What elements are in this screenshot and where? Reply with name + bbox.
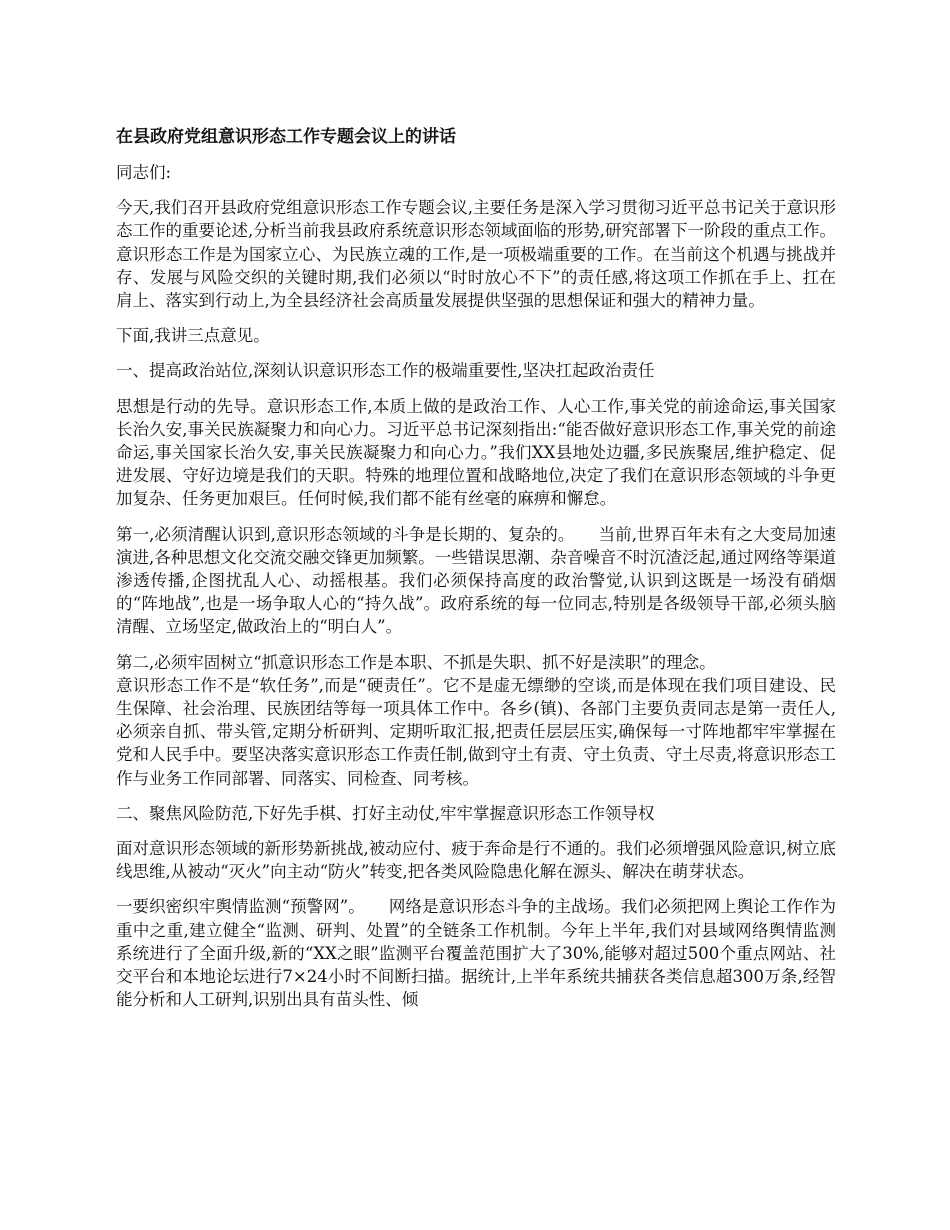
point-3-paragraph [116, 895, 836, 1011]
point-1-lead: 第一,必须清醒认识到,意识形态领域的斗争是长期的、复杂的。 [116, 524, 575, 544]
section-2-paragraph: 面对意识形态领域的新形势新挑战,被动应付、疲于奔命是行不通的。我们必须增强风险意识,树立底线思维,从被动“灭火”向主动“防火”转变,把各类风险隐患化解在源头、解决在萌芽状态。 [116, 839, 836, 882]
point-1-paragraph [116, 523, 836, 639]
point-2-lead: 第二,必须牢固树立“抓意识形态工作是本职、不抓是失职、抓不好是渎职”的理念。 [116, 652, 716, 672]
section-1-paragraph: 思想是行动的先导。意识形态工作,本质上做的是政治工作、人心工作,事关党的前途命运,事关国家长治久安,事关民族凝聚力和向心力。习近平总书记深刻指出:“能否做好意识形态工作,事关党的前途命运,事关国家长治久安,事关民族凝聚力和向心力。”我们XX县地处边疆,多民族聚居,维护稳定、促进发展、守好边境是我们的天职。特殊的地理位置和战略地位,决定了我们在意识形态领域的斗争更加复杂、任务更加艰巨。任何时候,我们都不能有丝毫的麻痹和懈怠。 [116, 396, 836, 509]
section-1-heading: 一、提高政治站位,深刻认识意识形态工作的极端重要性,坚决扛起政治责任 [116, 361, 655, 381]
salutation: 同志们: [116, 163, 172, 182]
document-page [116, 126, 836, 1024]
document-title: 在县政府党组意识形态工作专题会议上的讲话 [116, 127, 456, 147]
intro-paragraph: 今天,我们召开县政府党组意识形态工作专题会议,主要任务是深入学习贯彻习近平总书记关于意识形态工作的重要论述,分析当前我县政府系统意识形态领域面临的形势,研究部署下一阶段的重点工作。意识形态工作是为国家立心、为民族立魂的工作,是一项极端重要的工作。在当前这个机遇与挑战并存、发展与风险交织的关键时期,我们必须以“时时放心不下”的责任感,将这项工作抓在手上、扛在肩上、落实到行动上,为全县经济社会高质量发展提供坚强的思想保证和强大的精神力量。 [116, 198, 836, 311]
point-3-lead: 一要织密织牢舆情监测“预警网”。 [116, 897, 365, 917]
transition-paragraph: 下面,我讲三点意见。 [116, 326, 270, 346]
point-3-body: 网络是意识形态斗争的主战场。我们必须把网上舆论工作作为重中之重,建立健全“监测、研判、处置”的全链条工作机制。今年上半年,我们对县域网络舆情监测系统进行了全面升级,新的“XX之眼”监测平台覆盖范围扩大了30%,能够对超过500个重点网站、社交平台和本地论坛进行7×24小时不间断扫描。据统计,上半年系统共捕获各类信息超300万条,经智能分析和人工研判,识别出具有苗头性、倾 [116, 897, 837, 1010]
point-1-body: 当前,世界百年未有之大变局加速演进,各种思想文化交流交融交锋更加频繁。一些错误思潮、杂音噪音不时沉渣泛起,通过网络等渠道渗透传播,企图扰乱人心、动摇根基。我们必须保持高度的政治警觉,认识到这既是一场没有硝烟的“阵地战”,也是一场争取人心的“持久战”。政府系统的每一位同志,特别是各级领导干部,必须头脑清醒、立场坚定,做政治上的“明白人”。 [116, 524, 836, 637]
point-2-body: 意识形态工作不是“软任务”,而是“硬责任”。它不是虚无缥缈的空谈,而是体现在我们项目建设、民生保障、社会治理、民族团结等每一项具体工作中。各乡(镇)、各部门主要负责同志是第一责任人,必须亲自抓、带头管,定期分析研判、定期听取汇报,把责任层层压实,确保每一寸阵地都牢牢掌握在党和人民手中。要坚决落实意识形态工作责任制,做到守土有责、守土负责、守土尽责,将意识形态工作与业务工作同部署、同落实、同检查、同考核。 [116, 675, 836, 788]
section-2-heading: 二、聚焦风险防范,下好先手棋、打好主动仗,牢牢掌握意识形态工作领导权 [116, 803, 655, 823]
